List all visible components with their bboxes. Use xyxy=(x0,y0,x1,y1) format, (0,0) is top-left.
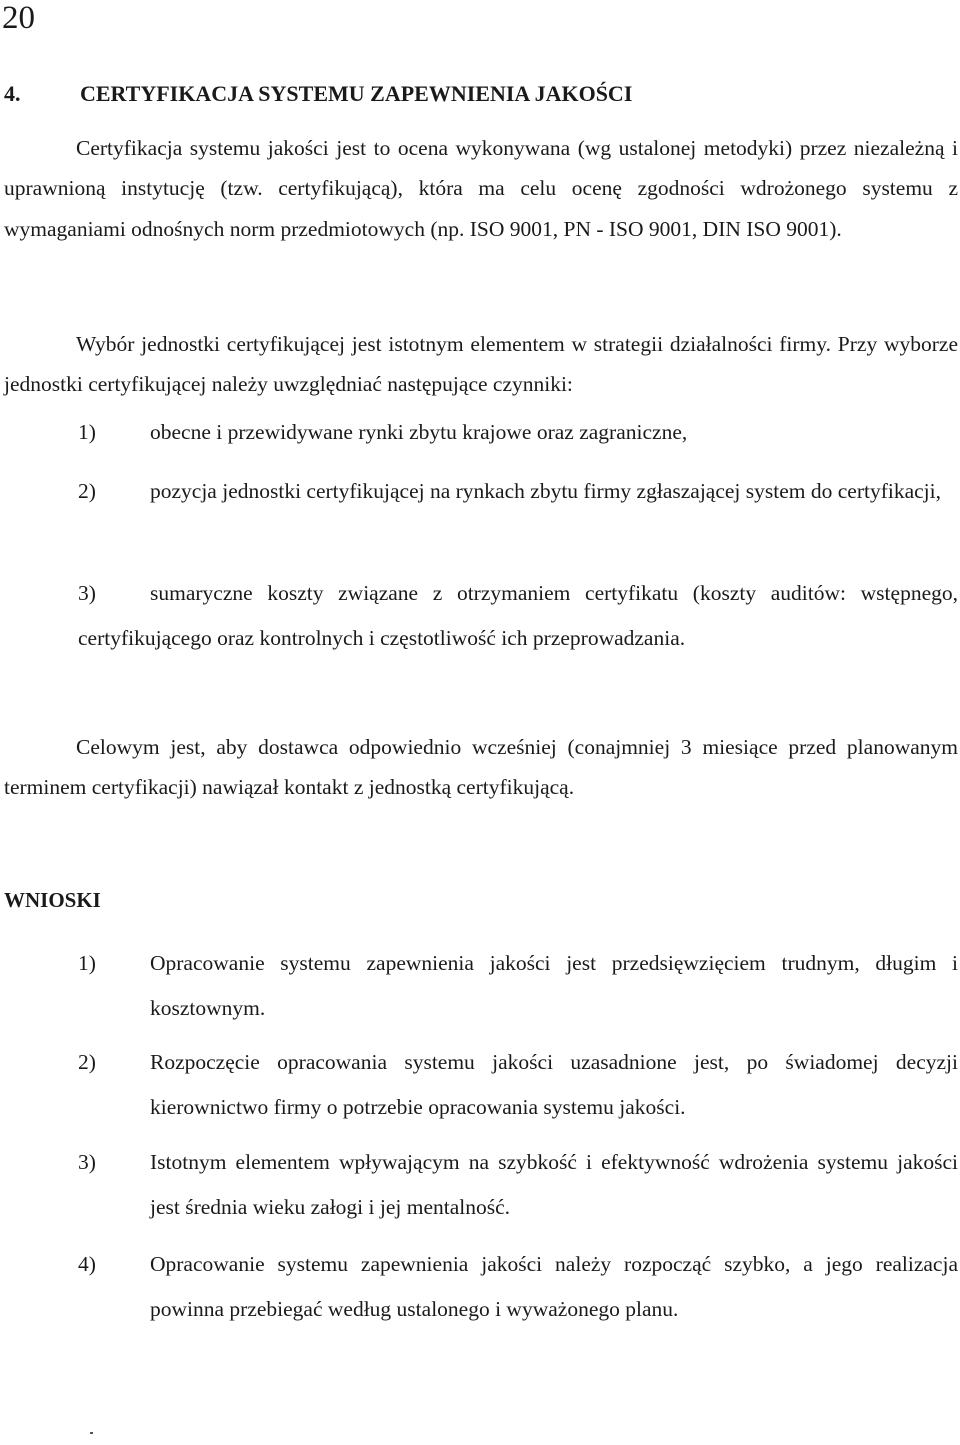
page-number: 20 xyxy=(2,0,35,36)
conclusion-text: Istotnym elementem wpływającym na szybkość i efektywność wdrożenia systemu jakości jest średnia wieku załogi i jej mentalność. xyxy=(150,1150,958,1219)
factor-item xyxy=(78,469,958,514)
section-heading xyxy=(4,80,632,108)
section-number: 4. xyxy=(4,81,21,106)
conclusion-text: Opracowanie systemu zapewnienia jakości jest przedsięwzięciem trudnym, długim i kosztownym. xyxy=(150,951,958,1020)
selection-paragraph: Wybór jednostki certyfikującej jest istotnym elementem w strategii działalności firmy. Przy wyborze jednostki certyfikującej należy uwzględniać następujące czynniki: xyxy=(4,332,958,397)
conclusion-item xyxy=(78,1140,958,1230)
scan-speck xyxy=(90,1432,93,1434)
conclusion-item xyxy=(78,941,958,1031)
factor-marker: 2) xyxy=(78,479,96,503)
factor-text: obecne i przewidywane rynki zbytu krajowe oraz zagraniczne, xyxy=(150,420,688,444)
conclusion-marker: 1) xyxy=(78,951,96,975)
factor-text: pozycja jednostki certyfikującej na rynkach zbytu firmy zgłaszającej system do certyfikacji, xyxy=(150,479,941,503)
factor-item xyxy=(78,571,958,661)
conclusions-heading: WNIOSKI xyxy=(4,888,101,912)
conclusion-marker: 4) xyxy=(78,1252,96,1276)
factor-marker: 3) xyxy=(78,581,96,605)
conclusion-marker: 2) xyxy=(78,1050,96,1074)
conclusion-text: Rozpoczęcie opracowania systemu jakości uzasadnione jest, po świadomej decyzji kierownictwo firmy o potrzebie opracowania systemu jakości. xyxy=(150,1050,958,1119)
intro-paragraph: Certyfikacja systemu jakości jest to ocena wykonywana (wg ustalonej metodyki) przez niezależną i uprawnioną instytucję (tzw. certyfikującą), która ma celu ocenę zgodności wdrożonego systemu z wymaganiami odnośnych norm przedmiotowych (np. ISO 9001, PN - ISO 9001, DIN ISO 9001). xyxy=(4,136,958,241)
conclusion-text: Opracowanie systemu zapewnienia jakości należy rozpocząć szybko, a jego realizacja powinna przebiegać według ustalonego i wyważonego planu. xyxy=(150,1252,958,1321)
timing-paragraph: Celowym jest, aby dostawca odpowiednio wcześniej (conajmniej 3 miesiące przed planowanym terminem certyfikacji) nawiązał kontakt z jednostką certyfikującą. xyxy=(4,735,958,800)
section-title: CERTYFIKACJA SYSTEMU ZAPEWNIENIA JAKOŚCI xyxy=(80,81,633,106)
factor-item xyxy=(78,410,958,455)
conclusion-item xyxy=(78,1040,958,1130)
conclusion-marker: 3) xyxy=(78,1150,96,1174)
conclusion-item xyxy=(78,1242,958,1332)
factor-text: sumaryczne koszty związane z otrzymaniem certyfikatu (koszty auditów: wstępnego, certyfikującego oraz kontrolnych i częstotliwość ich przeprowadzania. xyxy=(78,581,958,650)
factor-marker: 1) xyxy=(78,420,96,444)
